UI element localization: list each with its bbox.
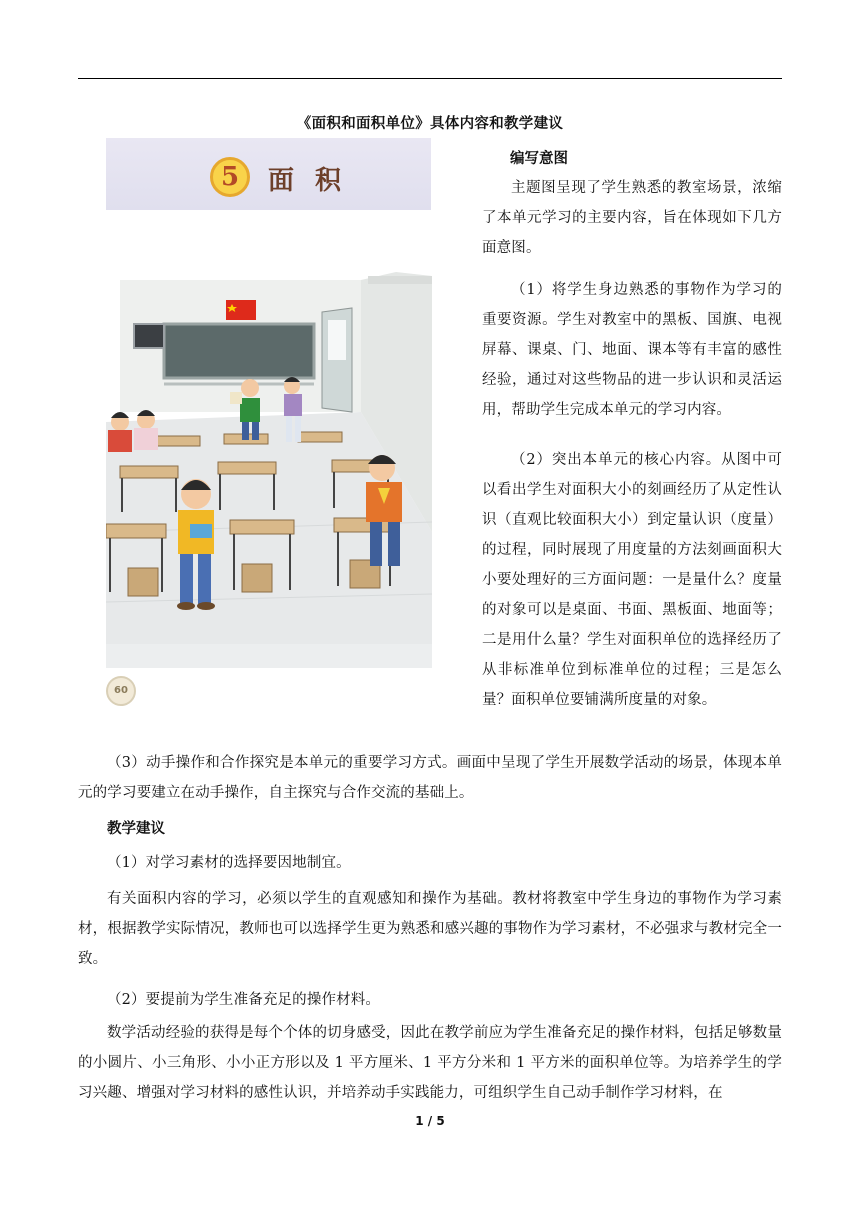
section-heading-suggestions: 教学建议: [107, 821, 165, 837]
page-footer: 1 / 5: [415, 1114, 445, 1128]
point-3-paragraph: （3）动手操作和合作探究是本单元的重要学习方式。画面中呈现了学生开展数学活动的场景，体现本单元的学习要建立在动手操作，自主探究与合作交流的基础上。: [78, 755, 782, 801]
unit-number-badge: 5: [210, 157, 250, 197]
suggestion-2-title: （2）要提前为学生准备充足的操作材料。: [107, 992, 381, 1008]
unit-title: 面 积: [268, 166, 348, 196]
textbook-figure: [106, 138, 436, 710]
unit-banner: [106, 138, 431, 210]
suggestion-2-paragraph: 数学活动经验的获得是每个个体的切身感受，因此在教学前应为学生准备充足的操作材料，包括足够数量的小圆片、小三角形、小小正方形以及 1 平方厘米、1 平方分米和 1 平方米的面积单位等。为培养学生的学习兴趣、增强对学习材料的感性认识，并培养动手实践能力，可组织学生自己动手制作学习材料，在: [78, 1025, 782, 1101]
suggestion-1-paragraph: 有关面积内容的学习，必须以学生的直观感知和操作为基础。教材将教室中学生身边的事物作为学习素材，根据教学实际情况，教师也可以选择学生更为熟悉和感兴趣的事物作为学习素材，不必强求与教材完全一致。: [78, 891, 782, 967]
section-heading-intent: 编写意图: [510, 151, 568, 167]
document-title: 《面积和面积单位》具体内容和教学建议: [296, 116, 564, 132]
point-2-paragraph: （2）突出本单元的核心内容。从图中可以看出学生对面积大小的刻画经历了从定性认识（直观比较面积大小）到定量认识（度量）的过程，同时展现了用度量的方法刻画面积大小要处理好的三方面问题：一是量什么？度量的对象可以是桌面、书面、黑板面、地面等；二是用什么量？学生对面积单位的选择经历了从非标准单位到标准单位的过程；三是怎么量？面积单位要铺满所度量的对象。: [482, 452, 782, 708]
header-rule: [78, 78, 782, 79]
point-1-paragraph: （1）将学生身边熟悉的事物作为学习的重要资源。学生对教室中的黑板、国旗、电视屏幕、课桌、门、地面、课本等有丰富的感性经验，通过对这些物品的进一步认识和灵活运用，帮助学生完成本单元的学习内容。: [482, 282, 782, 418]
suggestion-1-title: （1）对学习素材的选择要因地制宜。: [107, 855, 351, 871]
intro-paragraph: 主题图呈现了学生熟悉的教室场景，浓缩了本单元学习的主要内容，旨在体现如下几方面意图。: [482, 180, 782, 256]
classroom-illustration: [106, 272, 432, 668]
textbook-page-number: 60: [106, 676, 136, 706]
